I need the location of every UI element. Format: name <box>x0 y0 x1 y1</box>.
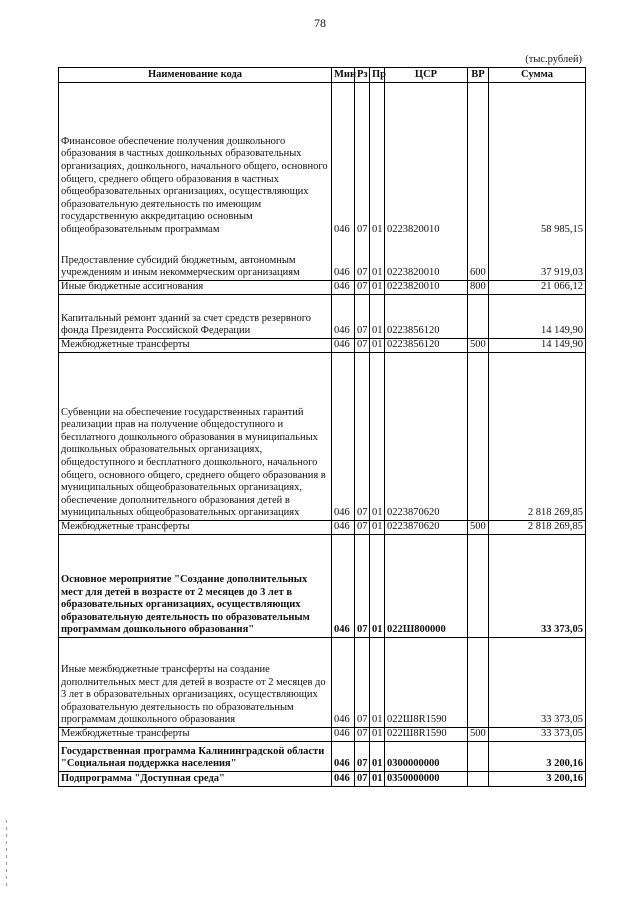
table-row <box>59 237 586 281</box>
row-vr <box>468 742 489 772</box>
row-pr: 01 <box>370 535 385 638</box>
row-rz: 07 <box>355 535 370 638</box>
row-pr: 01 <box>370 295 385 339</box>
row-name: Предоставление субсидий бюджетным, автономным учреждениям и иным некоммерческим организациям <box>59 237 332 281</box>
row-name: Капитальный ремонт зданий за счет средств резервного фонда Президента Российской Федерации <box>59 295 332 339</box>
header-rz: Рз <box>355 68 370 83</box>
scan-margin-mark <box>6 820 7 890</box>
row-rz: 07 <box>355 772 370 787</box>
row-vr <box>468 638 489 728</box>
row-name: Межбюджетные трансферты <box>59 339 332 353</box>
row-name: Иные межбюджетные трансферты на создание дополнительных мест для детей в возрасте от 2 месяцев до 3 лет в образовательных организациях, осуществляющих образовательную деятельность по образовательным программам дошкольного образования <box>59 638 332 728</box>
row-min: 046 <box>332 353 355 521</box>
row-vr: 600 <box>468 237 489 281</box>
row-csr: 0223870620 <box>385 353 468 521</box>
row-vr: 800 <box>468 281 489 295</box>
row-sum: 14 149,90 <box>489 295 586 339</box>
row-pr: 01 <box>370 237 385 281</box>
table-row <box>59 521 586 535</box>
row-name: Государственная программа Калининградской области "Социальная поддержка населения" <box>59 742 332 772</box>
header-min: Мин <box>332 68 355 83</box>
row-pr: 01 <box>370 339 385 353</box>
row-rz: 07 <box>355 237 370 281</box>
table-row <box>59 339 586 353</box>
row-min: 046 <box>332 521 355 535</box>
table-row <box>59 742 586 772</box>
table-row <box>59 353 586 521</box>
row-csr: 0223820010 <box>385 281 468 295</box>
row-name: Иные бюджетные ассигнования <box>59 281 332 295</box>
row-vr <box>468 83 489 237</box>
header-csr: ЦСР <box>385 68 468 83</box>
row-sum: 14 149,90 <box>489 339 586 353</box>
row-vr <box>468 772 489 787</box>
page-number: 78 <box>314 16 326 30</box>
row-vr: 500 <box>468 339 489 353</box>
row-pr: 01 <box>370 521 385 535</box>
row-min: 046 <box>332 728 355 742</box>
table-row <box>59 83 586 237</box>
budget-table <box>58 67 586 787</box>
row-min: 046 <box>332 237 355 281</box>
row-pr: 01 <box>370 742 385 772</box>
row-sum: 58 985,15 <box>489 83 586 237</box>
row-name: Межбюджетные трансферты <box>59 728 332 742</box>
table-row <box>59 772 586 787</box>
row-sum: 2 818 269,85 <box>489 353 586 521</box>
table-row <box>59 638 586 728</box>
row-pr: 01 <box>370 83 385 237</box>
row-rz: 07 <box>355 728 370 742</box>
header-sum: Сумма <box>489 68 586 83</box>
row-sum: 2 818 269,85 <box>489 521 586 535</box>
row-csr: 0300000000 <box>385 742 468 772</box>
row-vr <box>468 295 489 339</box>
row-pr: 01 <box>370 638 385 728</box>
row-sum: 3 200,16 <box>489 742 586 772</box>
row-csr: 0350000000 <box>385 772 468 787</box>
row-sum: 3 200,16 <box>489 772 586 787</box>
row-sum: 33 373,05 <box>489 728 586 742</box>
header-name: Наименование кода <box>59 68 332 83</box>
row-rz: 07 <box>355 339 370 353</box>
row-sum: 33 373,05 <box>489 638 586 728</box>
row-csr: 022Ш800000 <box>385 535 468 638</box>
row-rz: 07 <box>355 83 370 237</box>
row-csr: 0223856120 <box>385 339 468 353</box>
row-name: Подпрограмма "Доступная среда" <box>59 772 332 787</box>
row-csr: 022Ш8R1590 <box>385 728 468 742</box>
row-vr <box>468 535 489 638</box>
table-row <box>59 295 586 339</box>
units-note: (тыс.рублей) <box>525 54 582 65</box>
row-vr: 500 <box>468 521 489 535</box>
row-vr <box>468 353 489 521</box>
row-vr: 500 <box>468 728 489 742</box>
row-sum: 37 919,03 <box>489 237 586 281</box>
row-min: 046 <box>332 772 355 787</box>
row-name: Межбюджетные трансферты <box>59 521 332 535</box>
row-min: 046 <box>332 339 355 353</box>
table-row <box>59 281 586 295</box>
row-rz: 07 <box>355 353 370 521</box>
row-min: 046 <box>332 281 355 295</box>
row-rz: 07 <box>355 295 370 339</box>
row-min: 046 <box>332 638 355 728</box>
row-sum: 21 066,12 <box>489 281 586 295</box>
row-csr: 0223820010 <box>385 83 468 237</box>
row-min: 046 <box>332 742 355 772</box>
row-min: 046 <box>332 83 355 237</box>
table-row <box>59 535 586 638</box>
row-csr: 022Ш8R1590 <box>385 638 468 728</box>
row-name: Основное мероприятие "Создание дополнительных мест для детей в возрасте от 2 месяцев до 3 лет в образовательных организациях, осуществляющих образовательную деятельность по образовательным программам дошкольного образования" <box>59 535 332 638</box>
header-pr: Пр <box>370 68 385 83</box>
row-min: 046 <box>332 535 355 638</box>
row-pr: 01 <box>370 772 385 787</box>
row-rz: 07 <box>355 521 370 535</box>
table-header-row <box>59 68 586 83</box>
row-csr: 0223820010 <box>385 237 468 281</box>
header-vr: ВР <box>468 68 489 83</box>
row-name: Субвенции на обеспечение государственных гарантий реализации прав на получение общедоступного и бесплатного дошкольного образования в муниципальных дошкольных образовательных организациях, общедоступного и бесплатного дошкольного, начального общего, основного общего, среднего общего образования в муниципальных общеобразовательных организациях, обеспечение дополнительного образования детей в муниципальных общеобразовательных организациях <box>59 353 332 521</box>
row-rz: 07 <box>355 638 370 728</box>
row-pr: 01 <box>370 353 385 521</box>
row-csr: 0223870620 <box>385 521 468 535</box>
row-min: 046 <box>332 295 355 339</box>
row-pr: 01 <box>370 728 385 742</box>
row-rz: 07 <box>355 742 370 772</box>
row-sum: 33 373,05 <box>489 535 586 638</box>
table-row <box>59 728 586 742</box>
row-rz: 07 <box>355 281 370 295</box>
row-csr: 0223856120 <box>385 295 468 339</box>
row-pr: 01 <box>370 281 385 295</box>
row-name: Финансовое обеспечение получения дошкольного образования в частных дошкольных образовательных организациях, дошкольного, начального общего, основного общего, среднего общего образования в частных общеобразовательных организациях, осуществляющих образовательную деятельность по имеющим государственную аккредитацию основным общеобразовательным программам <box>59 83 332 237</box>
